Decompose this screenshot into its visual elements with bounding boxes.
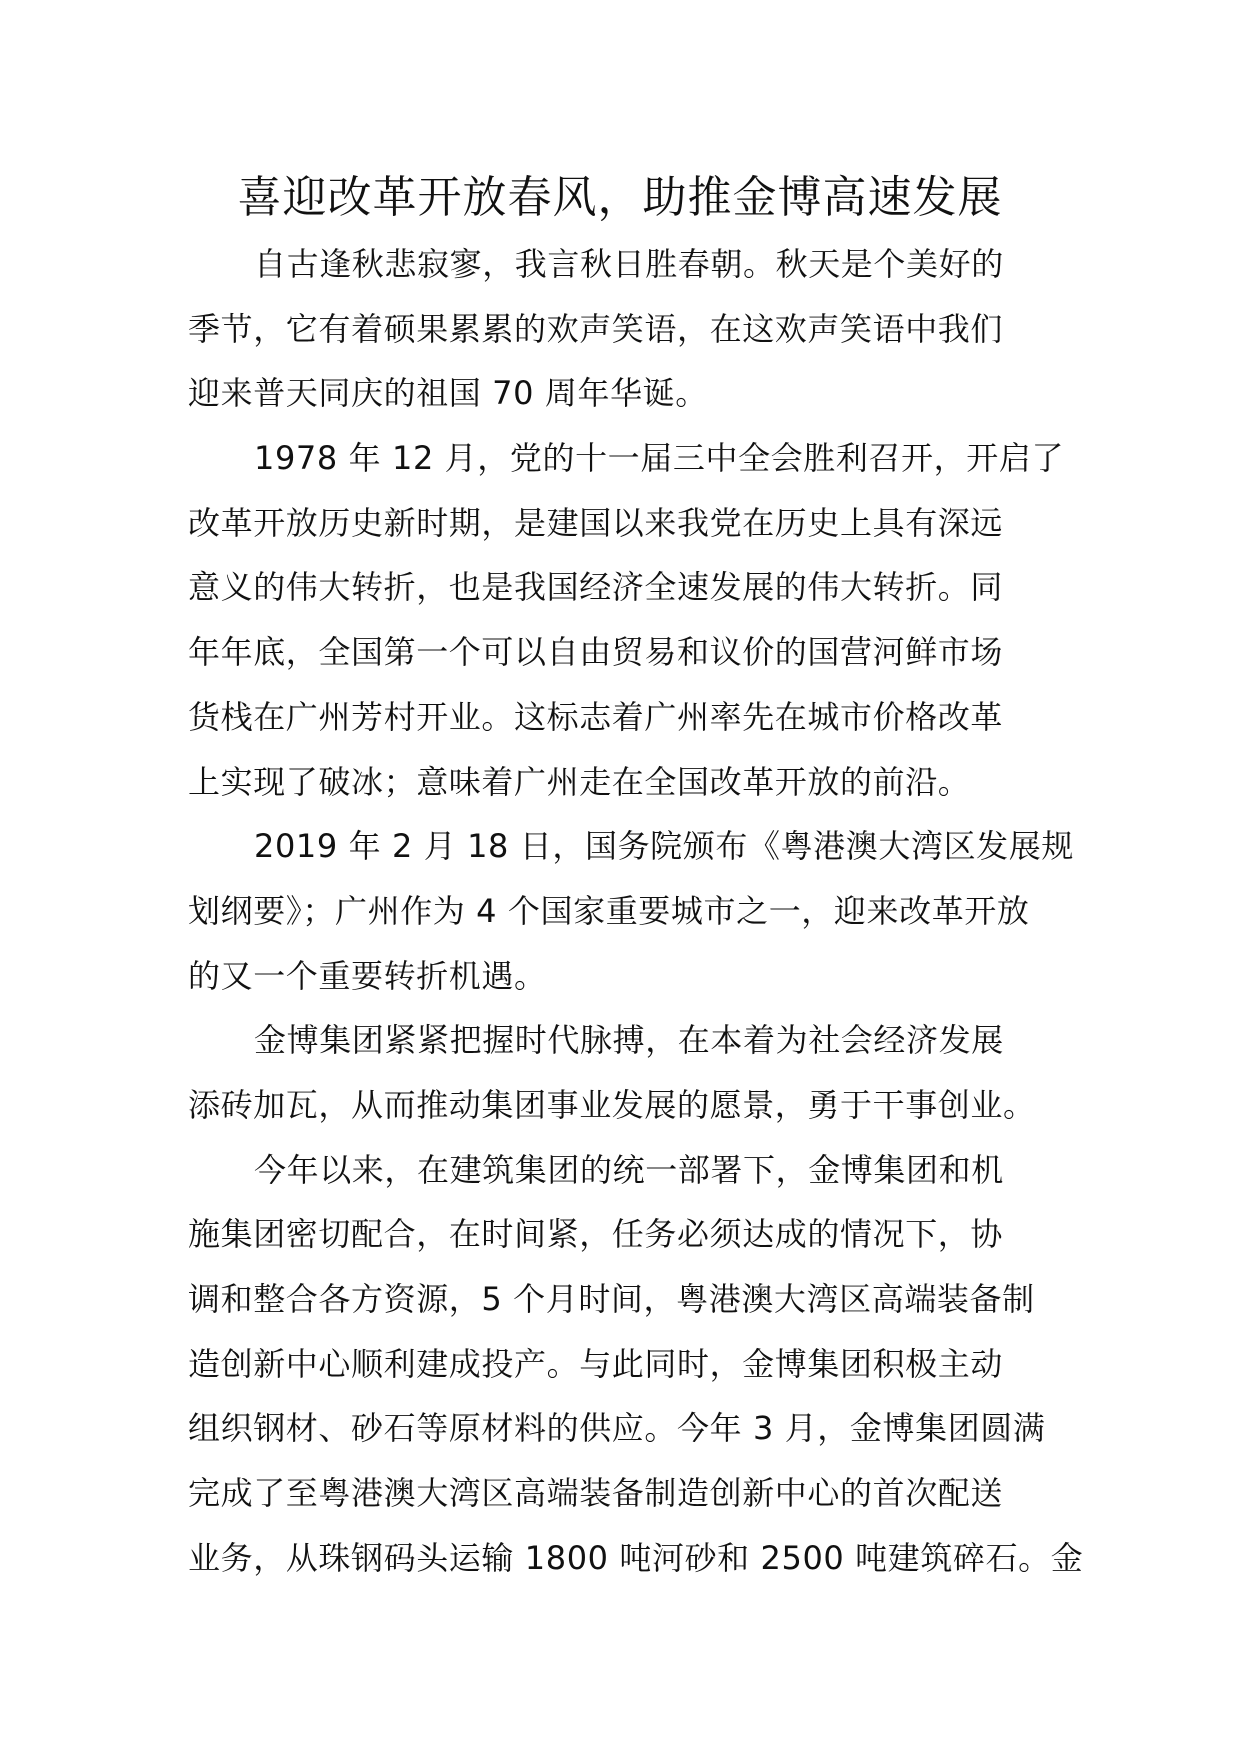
- paragraph-5-line-5: 组织钢材、砂石等原材料的供应。今年 3 月，金博集团圆满: [188, 1409, 1046, 1448]
- document-body: [188, 232, 1084, 1590]
- paragraph-5-line-6: 完成了至粤港澳大湾区高端装备制造创新中心的首次配送: [188, 1474, 1004, 1513]
- paragraph-4-line-2: 添砖加瓦，从而推动集团事业发展的愿景，勇于干事创业。: [188, 1085, 1036, 1124]
- paragraph-3-line-1: 2019 年 2 月 18 日，国务院颁布《粤港澳大湾区发展规: [254, 827, 1074, 866]
- document-title: 喜迎改革开放春风，助推金博高速发展: [237, 172, 1003, 223]
- paragraph-2-line-4: 年年底，全国第一个可以自由贸易和议价的国营河鲜市场: [188, 633, 1004, 672]
- paragraph-3-line-2: 划纲要》；广州作为 4 个国家重要城市之一，迎来改革开放: [188, 891, 1030, 930]
- paragraph-1-line-2: 季节，它有着硕果累累的欢声笑语，在这欢声笑语中我们: [188, 309, 1004, 348]
- paragraph-1-line-3: 迎来普天同庆的祖国 70 周年华诞。: [188, 374, 708, 413]
- paragraph-5-line-4: 造创新中心顺利建成投产。与此同时，金博集团积极主动: [188, 1344, 1004, 1383]
- paragraph-5-line-3: 调和整合各方资源，5 个月时间，粤港澳大湾区高端装备制: [188, 1280, 1035, 1318]
- paragraph-5-line-1: 今年以来，在建筑集团的统一部署下，金博集团和机: [254, 1150, 1004, 1189]
- paragraph-2-line-1: 1978 年 12 月，党的十一届三中全会胜利召开，开启了: [254, 439, 1065, 478]
- paragraph-2-line-3: 意义的伟大转折，也是我国经济全速发展的伟大转折。同: [188, 568, 1004, 607]
- paragraph-5-line-2: 施集团密切配合，在时间紧，任务必须达成的情况下，协: [188, 1215, 1004, 1254]
- paragraph-2-line-2: 改革开放历史新时期，是建国以来我党在历史上具有深远: [188, 503, 1004, 542]
- paragraph-2-line-5: 货栈在广州芳村开业。这标志着广州率先在城市价格改革: [188, 697, 1004, 736]
- paragraph-5-line-7: 业务，从珠钢码头运输 1800 吨河砂和 2500 吨建筑碎石。金: [188, 1538, 1084, 1577]
- paragraph-3-line-3: 的又一个重要转折机遇。: [188, 956, 547, 995]
- paragraph-2-line-6: 上实现了破冰；意味着广州走在全国改革开放的前沿。: [188, 762, 971, 801]
- paragraph-4-line-1: 金博集团紧紧把握时代脉搏，在本着为社会经济发展: [254, 1021, 1004, 1060]
- paragraph-1-line-1: 自古逢秋悲寂寥，我言秋日胜春朝。秋天是个美好的: [254, 245, 1004, 283]
